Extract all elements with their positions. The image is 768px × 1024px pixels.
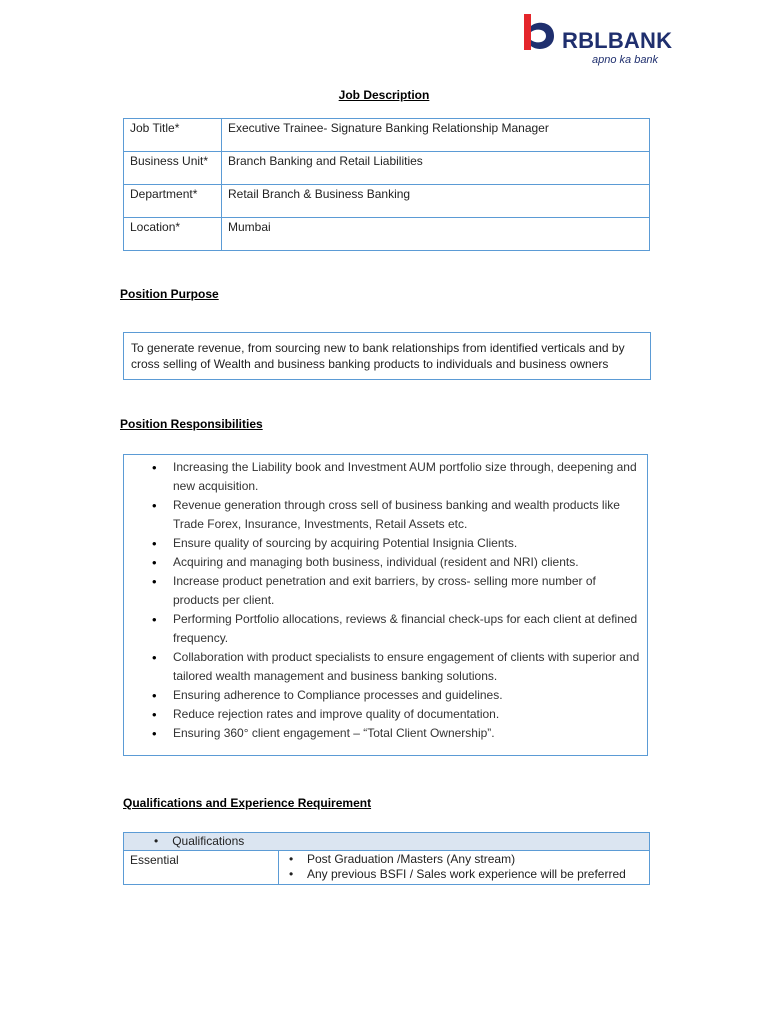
list-item: • Ensure quality of sourcing by acquiring Potential Insignia Clients. bbox=[173, 534, 641, 553]
info-label: Job Title* bbox=[124, 119, 222, 152]
qualification-row-values bbox=[279, 851, 650, 885]
list-item: • Post Graduation /Masters (Any stream) bbox=[307, 852, 643, 867]
table-row bbox=[124, 119, 650, 152]
list-item: • Collaboration with product specialists to ensure engagement of clients with superior and tailored wealth management and business banking solutions. bbox=[173, 648, 641, 686]
position-purpose-heading: Position Purpose bbox=[120, 287, 219, 301]
qualification-row-label: Essential bbox=[124, 851, 279, 885]
table-row bbox=[124, 152, 650, 185]
info-label: Department* bbox=[124, 185, 222, 218]
list-item: • Acquiring and managing both business, individual (resident and NRI) clients. bbox=[173, 553, 641, 572]
qualifications-table-header: • Qualifications bbox=[124, 833, 650, 851]
list-item: • Ensuring adherence to Compliance processes and guidelines. bbox=[173, 686, 641, 705]
info-value: Executive Trainee- Signature Banking Relationship Manager bbox=[222, 119, 650, 152]
responsibilities-box bbox=[123, 454, 648, 756]
table-row bbox=[124, 218, 650, 251]
table-row bbox=[124, 851, 650, 885]
job-info-table bbox=[123, 118, 650, 251]
table-row bbox=[124, 833, 650, 851]
bullet-icon: • bbox=[154, 834, 159, 848]
rbl-logo-mark-icon bbox=[524, 14, 558, 54]
logo-tagline: apno ka bank bbox=[592, 54, 659, 66]
rbl-bank-logo bbox=[516, 10, 686, 76]
list-item: • Revenue generation through cross sell of business banking and wealth products like Trade Forex, Insurance, Investments, Retail Assets etc. bbox=[173, 496, 641, 534]
list-item: • Increase product penetration and exit barriers, by cross- selling more number of products per client. bbox=[173, 572, 641, 610]
list-item: • Ensuring 360° client engagement – “Total Client Ownership”. bbox=[173, 724, 641, 743]
qualifications-table bbox=[123, 832, 650, 885]
info-value: Mumbai bbox=[222, 218, 650, 251]
info-value: Branch Banking and Retail Liabilities bbox=[222, 152, 650, 185]
document-title: Job Description bbox=[338, 88, 430, 102]
list-item: • Increasing the Liability book and Investment AUM portfolio size through, deepening and new acquisition. bbox=[173, 458, 641, 496]
qualifications-heading: Qualifications and Experience Requirement bbox=[123, 796, 372, 810]
position-responsibilities-heading: Position Responsibilities bbox=[120, 417, 263, 431]
info-value: Retail Branch & Business Banking bbox=[222, 185, 650, 218]
info-label: Business Unit* bbox=[124, 152, 222, 185]
responsibilities-list bbox=[124, 455, 647, 743]
list-item: • Any previous BSFI / Sales work experience will be preferred bbox=[307, 867, 643, 882]
logo-wordmark: RBLBANK bbox=[562, 28, 673, 53]
list-item: • Reduce rejection rates and improve quality of documentation. bbox=[173, 705, 641, 724]
list-item: • Performing Portfolio allocations, reviews & financial check-ups for each client at defined frequency. bbox=[173, 610, 641, 648]
table-row bbox=[124, 185, 650, 218]
info-label: Location* bbox=[124, 218, 222, 251]
position-purpose-text: To generate revenue, from sourcing new to bank relationships from identified verticals and by cross selling of Wealth and business banking products to individuals and business owners bbox=[123, 332, 651, 380]
